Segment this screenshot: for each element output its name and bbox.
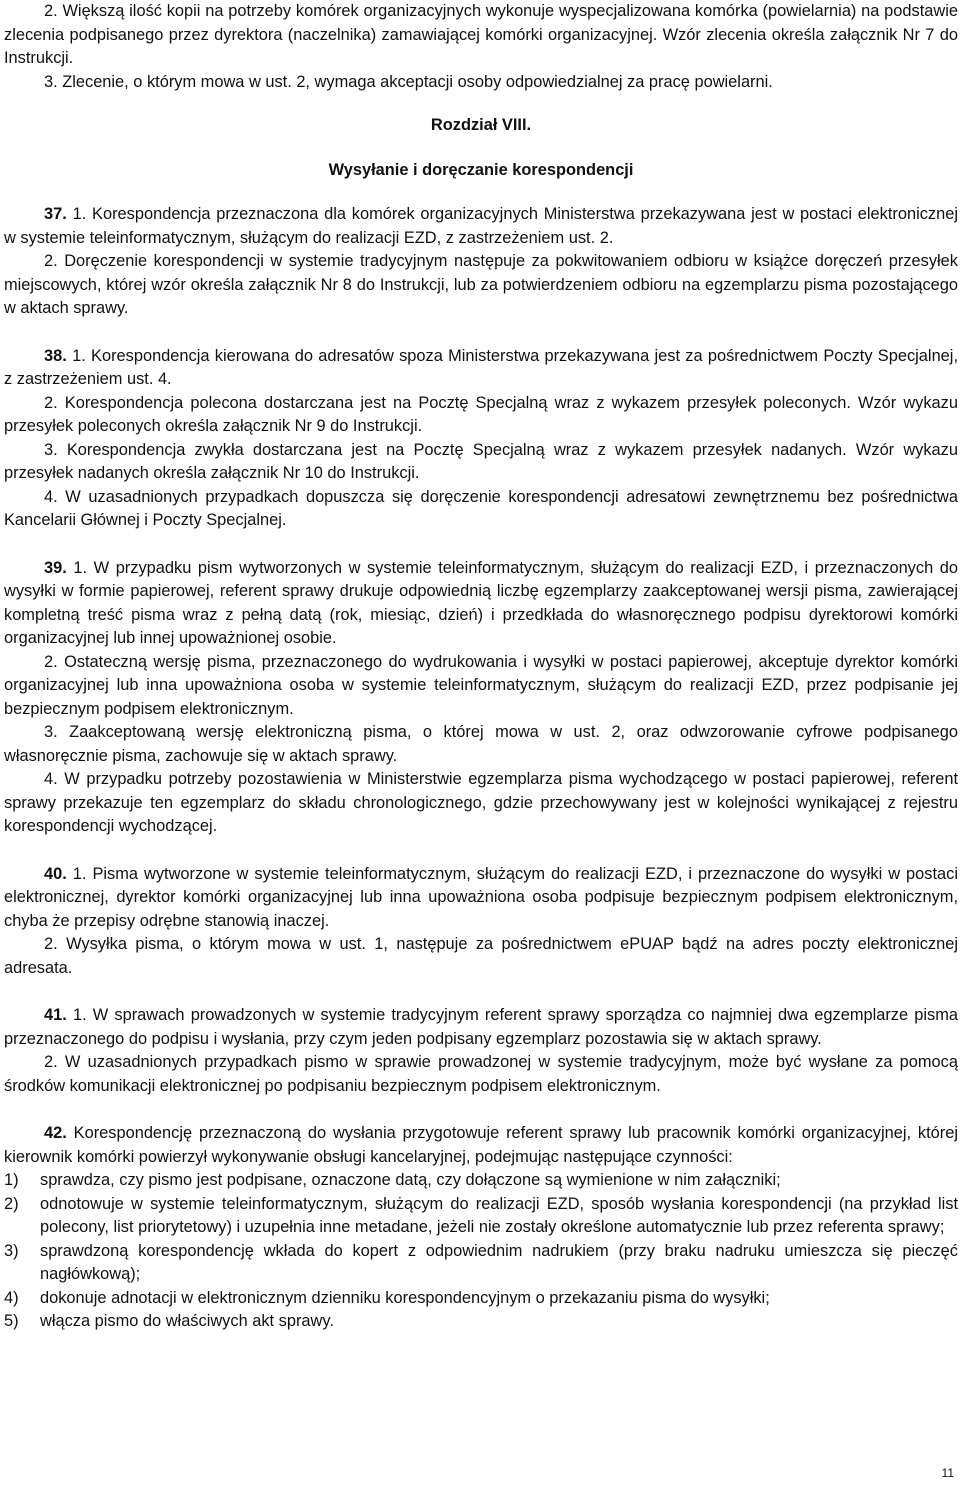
section-42-number: 42. <box>44 1124 67 1142</box>
chapter-subtitle: Wysyłanie i doręczanie korespondencji <box>328 160 634 179</box>
section-42-list <box>4 1169 958 1334</box>
section-38-number: 38. <box>44 346 67 365</box>
section-37-par-1: 37. 1. Korespondencja przeznaczona dla komórek organizacyjnych Ministerstwa przekazywana jest w postaci elektronicznej w systemie teleinformatycznym, służącym do realizacji EZD, z zastrzeżeniem ust. 2. <box>4 205 958 247</box>
section-38-par-4: 4. W uzasadnionych przypadkach dopuszcza się doręczenie korespondencji adresatowi zewnętrznemu bez pośrednictwa Kancelarii Głównej i Poczty Specjalnej. <box>4 487 958 529</box>
section-40-number: 40. <box>44 864 67 883</box>
list-item: 2) odnotowuje w systemie teleinformatycznym, służącym do realizacji EZD, sposób wysłania korespondencji (na przykład list polecony, list priorytetowy) i uzupełnia inne metadane, jeżeli nie zostały określone automatycznie lub przez referenta sprawy; <box>4 1194 958 1236</box>
section-39-par-2: 2. Ostateczną wersję pisma, przeznaczonego do wydrukowania i wysyłki w postaci papierowej, akceptuje dyrektor komórki organizacyjnej lub inna upoważniona osoba w systemie teleinformatycznym, służącym do realizacji EZD, przez podpisanie jej bezpiecznym podpisem elektronicznym. <box>4 652 958 718</box>
list-item: 3) sprawdzoną korespondencję wkłada do kopert z odpowiednim nadrukiem (przy braku nadruku umieszcza się pieczęć nagłówkową); <box>4 1241 958 1283</box>
section-37-number: 37. <box>44 205 67 223</box>
paragraph-intro-2: 2. Większą ilość kopii na potrzeby komórek organizacyjnych wykonuje wyspecjalizowana komórka (powielarnia) na podstawie zlecenia podpisanego przez dyrektora (naczelnika) zamawiającej komórki organizacyjnej. Wzór zlecenia określa załącznik Nr 7 do Instrukcji. <box>4 2 958 67</box>
paragraph-intro-3: 3. Zlecenie, o którym mowa w ust. 2, wymaga akceptacji osoby odpowiedzialnej za pracę powielarni. <box>44 72 773 91</box>
section-40-par-2: 2. Wysyłka pisma, o którym mowa w ust. 1, następuje za pośrednictwem ePUAP bądź na adres poczty elektronicznej adresata. <box>4 935 958 977</box>
chapter-title: Rozdział VIII. <box>430 116 532 134</box>
section-42-intro: 42. Korespondencję przeznaczoną do wysłania przygotowuje referent sprawy lub pracownik komórki organizacyjnej, której kierownik komórki powierzył wykonywanie obsługi kancelaryjnej, podejmując następujące czynności: <box>4 1124 959 1166</box>
list-item: 4) dokonuje adnotacji w elektronicznym dzienniku korespondencyjnym o przekazaniu pisma do wysyłki; <box>4 1288 770 1307</box>
section-39-number: 39. <box>44 558 67 577</box>
section-37-par-2: 2. Doręczenie korespondencji w systemie tradycyjnym następuje za pokwitowaniem odbioru w książce doręczeń przesyłek miejscowych, której wzór określa załącznik Nr 8 do Instrukcji, lub za potwierdzeniem odbioru na egzemplarzu pisma pozostającego w aktach sprawy. <box>4 252 958 317</box>
section-40-par-1: 40. 1. Pisma wytworzone w systemie teleinformatycznym, służącym do realizacji EZD, i przeznaczone do wysyłki w postaci elektronicznej, dyrektor komórki organizacyjnej lub inna upoważniona osoba podpisuje bezpiecznym podpisem elektronicznym, chyba że przepisy odrębne stanowią inaczej. <box>4 864 958 930</box>
page-number: 11 <box>941 1466 954 1480</box>
document-page <box>4 0 958 1334</box>
list-item: 1) sprawdza, czy pismo jest podpisane, oznaczone datą, czy dołączone są wymienione w nim załączniki; <box>4 1171 781 1189</box>
section-38-par-2: 2. Korespondencja polecona dostarczana jest na Pocztę Specjalną wraz z wykazem przesyłek poleconych. Wzór wykazu przesyłek poleconych określa załącznik Nr 9 do Instrukcji. <box>4 393 958 435</box>
section-39-par-4: 4. W przypadku potrzeby pozostawienia w Ministerstwie egzemplarza pisma wychodzącego w postaci papierowej, referent sprawy przekazuje ten egzemplarz do składu chronologicznego, gdzie przechowywany jest w kolejności wynikającej z rejestru korespondencji wychodzącej. <box>4 770 958 835</box>
section-38-par-1: 38. 1. Korespondencja kierowana do adresatów spoza Ministerstwa przekazywana jest za pośrednictwem Poczty Specjalnej, z zastrzeżeniem ust. 4. <box>4 346 958 388</box>
section-38-par-3: 3. Korespondencja zwykła dostarczana jest na Pocztę Specjalną wraz z wykazem przesyłek nadanych. Wzór wykazu przesyłek nadanych określa załącznik Nr 10 do Instrukcji. <box>4 440 958 482</box>
section-39-par-3: 3. Zaakceptowaną wersję elektroniczną pisma, o której mowa w ust. 2, oraz odwzorowanie cyfrowe podpisanego własnoręcznie pisma, zachowuje się w aktach sprawy. <box>4 723 958 765</box>
section-41-number: 41. <box>44 1006 67 1024</box>
list-item: 5) włącza pismo do właściwych akt sprawy. <box>4 1312 334 1330</box>
section-41-par-2: 2. W uzasadnionych przypadkach pismo w sprawie prowadzonej w systemie tradycyjnym, może być wysłane za pomocą środków komunikacji elektronicznej po podpisaniu bezpiecznym podpisem elektronicznym. <box>4 1053 958 1095</box>
section-39-par-1: 39. 1. W przypadku pism wytworzonych w systemie teleinformatycznym, służącym do realizacji EZD, i przeznaczonych do wysyłki w formie papierowej, referent sprawy drukuje odpowiednią liczbę egzemplarzy zaakceptowanej wersji pisma, zawierającej kompletną treść pisma wraz z pełną datą (rok, miesiąc, dzień) i przedkłada do własnoręcznego podpisu dyrektorowi komórki organizacyjnej lub innej upoważnionej osobie. <box>4 558 958 647</box>
section-41-par-1: 41. 1. W sprawach prowadzonych w systemie tradycyjnym referent sprawy sporządza co najmniej dwa egzemplarze pisma przeznaczonego do podpisu i wysłania, przy czym jeden podpisany egzemplarz pozostawia się w aktach sprawy. <box>4 1006 958 1048</box>
